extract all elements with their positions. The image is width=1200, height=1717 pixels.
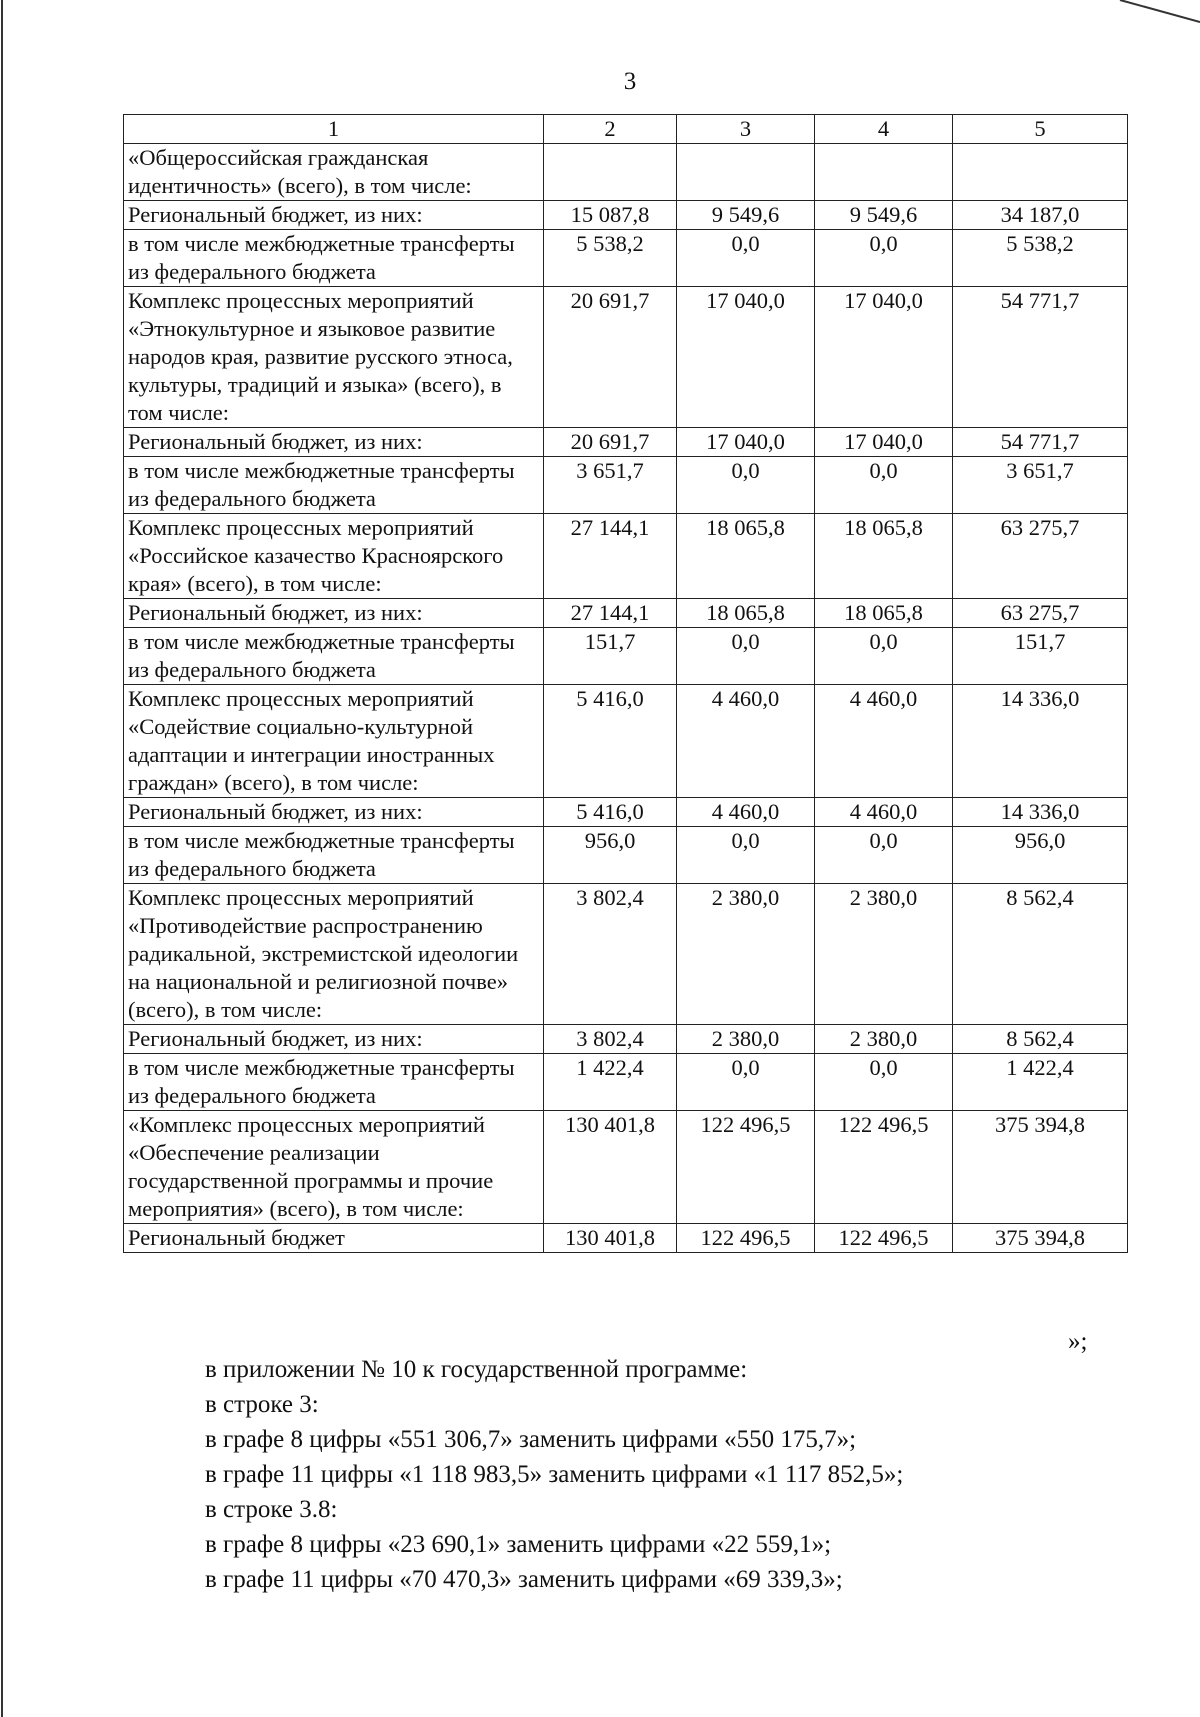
value-cell: 151,7 <box>953 628 1128 685</box>
amendment-line: в строке 3: <box>205 1391 319 1418</box>
value-cell: 9 549,6 <box>815 201 953 230</box>
value-cell: 5 538,2 <box>544 230 677 287</box>
value-cell: 4 460,0 <box>815 798 953 827</box>
table-row <box>124 201 1128 230</box>
value-cell: 2 380,0 <box>677 1025 815 1054</box>
value-cell: 4 460,0 <box>677 798 815 827</box>
row-label-cell: Комплекс процессных мероприятий «Содействие социально-культурной адаптации и интеграции иностранных граждан» (всего), в том числе: <box>124 685 544 798</box>
row-label-cell: Региональный бюджет, из них: <box>124 599 544 628</box>
value-cell: 130 401,8 <box>544 1224 677 1253</box>
column-header: 5 <box>953 115 1128 144</box>
value-cell: 956,0 <box>544 827 677 884</box>
row-label-cell: Региональный бюджет, из них: <box>124 201 544 230</box>
value-cell: 18 065,8 <box>815 599 953 628</box>
table-row <box>124 884 1128 1025</box>
table-row <box>124 628 1128 685</box>
table-row <box>124 1025 1128 1054</box>
row-label-cell: Региональный бюджет <box>124 1224 544 1253</box>
value-cell: 2 380,0 <box>677 884 815 1025</box>
table-row <box>124 827 1128 884</box>
value-cell: 3 802,4 <box>544 1025 677 1054</box>
value-cell: 0,0 <box>677 230 815 287</box>
value-cell: 5 416,0 <box>544 685 677 798</box>
column-header: 1 <box>124 115 544 144</box>
column-header: 4 <box>815 115 953 144</box>
row-label-cell: Комплекс процессных мероприятий «Противодействие распространению радикальной, экстремистской идеологии на национальной и религиозной почве» (всего), в том числе: <box>124 884 544 1025</box>
table-row <box>124 457 1128 514</box>
row-label-cell: Региональный бюджет, из них: <box>124 428 544 457</box>
row-label-cell: в том числе межбюджетные трансферты из федерального бюджета <box>124 457 544 514</box>
value-cell: 3 651,7 <box>544 457 677 514</box>
table-row <box>124 428 1128 457</box>
amendment-line: в графе 11 цифры «70 470,3» заменить цифрами «69 339,3»; <box>205 1566 843 1593</box>
table-row <box>124 685 1128 798</box>
value-cell: 0,0 <box>677 1054 815 1111</box>
row-label-cell: «Комплекс процессных мероприятий «Обеспечение реализации государственной программы и прочие мероприятия» (всего), в том числе: <box>124 1111 544 1224</box>
value-cell: 0,0 <box>815 230 953 287</box>
value-cell: 54 771,7 <box>953 428 1128 457</box>
value-cell: 2 380,0 <box>815 884 953 1025</box>
row-label-cell: Региональный бюджет, из них: <box>124 798 544 827</box>
row-label-cell: Комплекс процессных мероприятий «Этнокультурное и языковое развитие народов края, развитие русского этноса, культуры, традиций и языка» (всего), в том числе: <box>124 287 544 428</box>
row-label-cell: в том числе межбюджетные трансферты из федерального бюджета <box>124 827 544 884</box>
amendment-text <box>205 1352 1145 1597</box>
budget-table <box>123 114 1128 1253</box>
value-cell: 5 538,2 <box>953 230 1128 287</box>
row-label-cell: Комплекс процессных мероприятий «Российское казачество Красноярского края» (всего), в том числе: <box>124 514 544 599</box>
value-cell: 63 275,7 <box>953 514 1128 599</box>
value-cell: 9 549,6 <box>677 201 815 230</box>
value-cell: 0,0 <box>815 457 953 514</box>
value-cell: 130 401,8 <box>544 1111 677 1224</box>
value-cell: 0,0 <box>677 628 815 685</box>
value-cell: 122 496,5 <box>815 1224 953 1253</box>
row-label-cell: в том числе межбюджетные трансферты из федерального бюджета <box>124 1054 544 1111</box>
amendment-line: в графе 8 цифры «551 306,7» заменить цифрами «550 175,7»; <box>205 1426 857 1453</box>
table-row <box>124 798 1128 827</box>
value-cell: 17 040,0 <box>677 287 815 428</box>
table-body <box>124 144 1128 1253</box>
value-cell: 375 394,8 <box>953 1224 1128 1253</box>
amendment-line: в графе 8 цифры «23 690,1» заменить цифрами «22 559,1»; <box>205 1531 832 1558</box>
table-row <box>124 1111 1128 1224</box>
value-cell: 27 144,1 <box>544 599 677 628</box>
value-cell: 375 394,8 <box>953 1111 1128 1224</box>
column-header: 3 <box>677 115 815 144</box>
value-cell: 4 460,0 <box>677 685 815 798</box>
value-cell: 5 416,0 <box>544 798 677 827</box>
value-cell: 0,0 <box>815 1054 953 1111</box>
value-cell: 3 802,4 <box>544 884 677 1025</box>
row-label-cell: Региональный бюджет, из них: <box>124 1025 544 1054</box>
row-label-cell: в том числе межбюджетные трансферты из федерального бюджета <box>124 230 544 287</box>
table-row <box>124 514 1128 599</box>
value-cell: 15 087,8 <box>544 201 677 230</box>
column-header: 2 <box>544 115 677 144</box>
table-row <box>124 287 1128 428</box>
value-cell <box>953 144 1128 201</box>
value-cell: 54 771,7 <box>953 287 1128 428</box>
table-row <box>124 1054 1128 1111</box>
value-cell: 14 336,0 <box>953 798 1128 827</box>
value-cell: 4 460,0 <box>815 685 953 798</box>
value-cell: 20 691,7 <box>544 287 677 428</box>
value-cell: 956,0 <box>953 827 1128 884</box>
value-cell: 1 422,4 <box>544 1054 677 1111</box>
value-cell: 122 496,5 <box>677 1224 815 1253</box>
value-cell: 8 562,4 <box>953 1025 1128 1054</box>
value-cell: 18 065,8 <box>815 514 953 599</box>
value-cell: 0,0 <box>677 827 815 884</box>
value-cell: 20 691,7 <box>544 428 677 457</box>
amendment-line: в приложении № 10 к государственной программе: <box>205 1356 748 1383</box>
value-cell: 151,7 <box>544 628 677 685</box>
value-cell: 34 187,0 <box>953 201 1128 230</box>
value-cell <box>677 144 815 201</box>
value-cell: 1 422,4 <box>953 1054 1128 1111</box>
table-row <box>124 1224 1128 1253</box>
value-cell <box>544 144 677 201</box>
value-cell: 18 065,8 <box>677 514 815 599</box>
amendment-line: в графе 11 цифры «1 118 983,5» заменить цифрами «1 117 852,5»; <box>205 1461 904 1488</box>
amendment-line: в строке 3.8: <box>205 1496 338 1523</box>
row-label-cell: «Общероссийская гражданская идентичность» (всего), в том числе: <box>124 144 544 201</box>
value-cell: 8 562,4 <box>953 884 1128 1025</box>
table-header-row <box>124 115 1128 144</box>
table-row <box>124 230 1128 287</box>
closing-quote-mark: »; <box>1068 1328 1088 1355</box>
value-cell <box>815 144 953 201</box>
value-cell: 0,0 <box>677 457 815 514</box>
value-cell: 17 040,0 <box>815 428 953 457</box>
value-cell: 0,0 <box>815 827 953 884</box>
table-row <box>124 599 1128 628</box>
value-cell: 27 144,1 <box>544 514 677 599</box>
value-cell: 14 336,0 <box>953 685 1128 798</box>
value-cell: 0,0 <box>815 628 953 685</box>
value-cell: 18 065,8 <box>677 599 815 628</box>
row-label-cell: в том числе межбюджетные трансферты из федерального бюджета <box>124 628 544 685</box>
value-cell: 63 275,7 <box>953 599 1128 628</box>
value-cell: 122 496,5 <box>815 1111 953 1224</box>
value-cell: 17 040,0 <box>677 428 815 457</box>
table-row <box>124 144 1128 201</box>
value-cell: 17 040,0 <box>815 287 953 428</box>
value-cell: 2 380,0 <box>815 1025 953 1054</box>
page-number: 3 <box>623 68 637 95</box>
value-cell: 3 651,7 <box>953 457 1128 514</box>
value-cell: 122 496,5 <box>677 1111 815 1224</box>
